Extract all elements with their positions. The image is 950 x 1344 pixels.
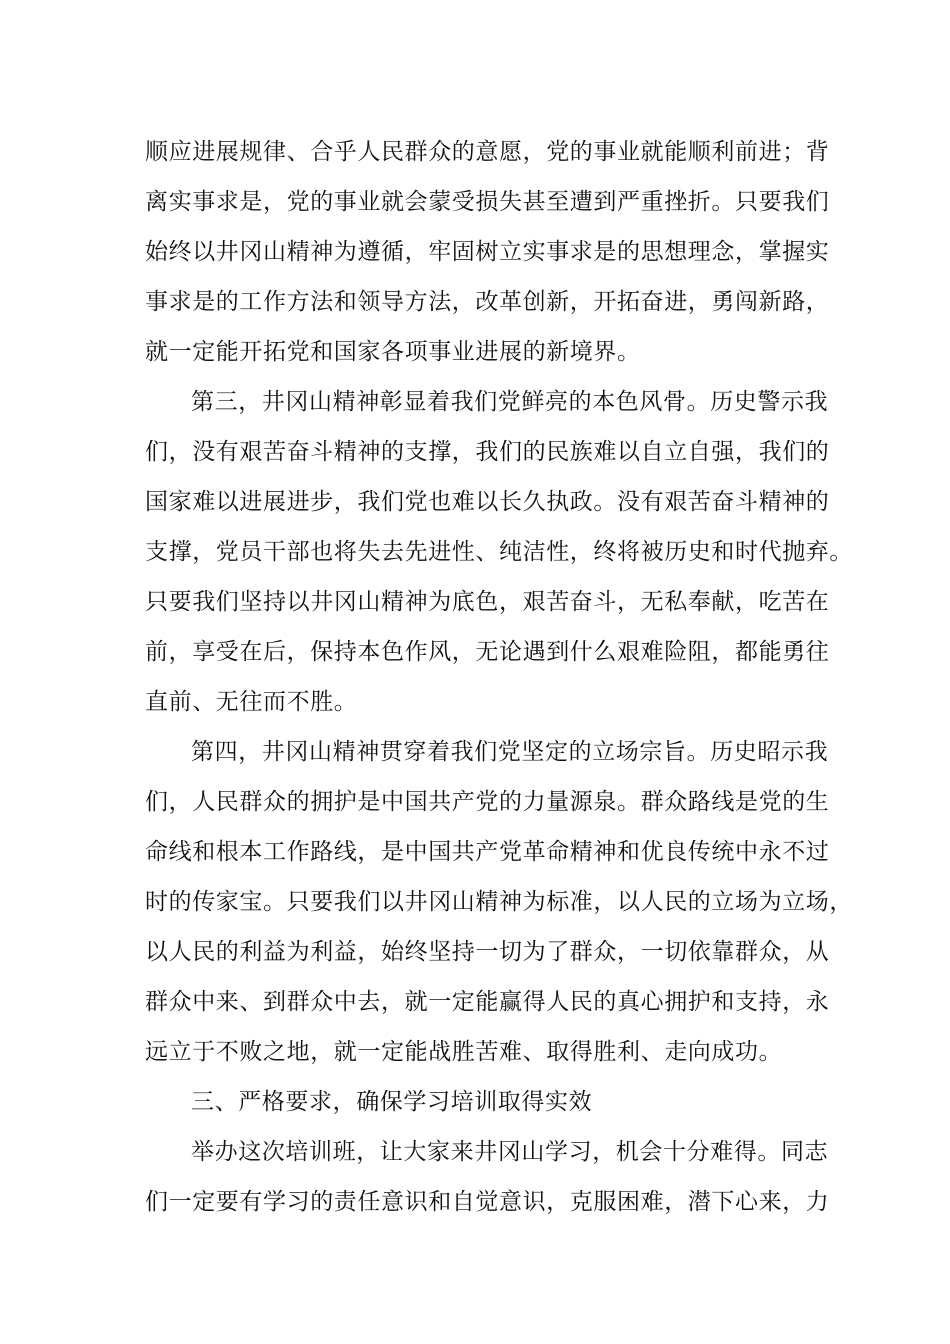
paragraph-start-line: 举办这次培训班，让大家来井冈山学习，机会十分难得。同志 [191,1139,829,1165]
text-line: 们，没有艰苦奋斗精神的支撑，我们的民族难以自立自强，我们的 [145,439,830,465]
text-line: 事求是的工作方法和领导方法，改革创新，开拓奋进，勇闯新路， [145,289,830,315]
text-line: 前，享受在后，保持本色作风，无论遇到什么艰难险阻，都能勇往 [145,639,830,665]
text-line: 远立于不败之地，就一定能战胜苦难、取得胜利、走向成功。 [145,1039,783,1065]
text-line: 们，人民群众的拥护是中国共产党的力量源泉。群众路线是党的生 [145,789,830,815]
text-line: 群众中来、到群众中去，就一定能赢得人民的真心拥护和支持，永 [145,989,830,1015]
text-line: 始终以井冈山精神为遵循，牢固树立实事求是的思想理念，掌握实 [145,239,830,265]
text-line: 时的传家宝。只要我们以井冈山精神为标准，以人民的立场为立场， [145,889,853,915]
text-line: 们一定要有学习的责任意识和自觉意识，克服困难，潜下心来，力 [145,1189,830,1215]
paragraph-start-line: 第三，井冈山精神彰显着我们党鲜亮的本色风骨。历史警示我 [191,389,829,415]
text-line: 就一定能开拓党和国家各项事业进展的新境界。 [145,339,641,365]
text-line: 支撑，党员干部也将失去先进性、纯洁性，终将被历史和时代抛弃。 [145,539,853,565]
text-line: 顺应进展规律、合乎人民群众的意愿，党的事业就能顺利前进；背 [145,139,830,165]
paragraph-start-line: 第四，井冈山精神贯穿着我们党坚定的立场宗旨。历史昭示我 [191,739,829,765]
text-line: 离实事求是，党的事业就会蒙受损失甚至遭到严重挫折。只要我们 [145,189,830,215]
text-line: 只要我们坚持以井冈山精神为底色，艰苦奋斗，无私奉献，吃苦在 [145,589,830,615]
text-line: 以人民的利益为利益，始终坚持一切为了群众，一切依靠群众，从 [145,939,830,965]
text-line: 国家难以进展进步，我们党也难以长久执政。没有艰苦奋斗精神的 [145,489,830,515]
text-line: 直前、无往而不胜。 [145,689,358,715]
text-line: 命线和根本工作路线，是中国共产党革命精神和优良传统中永不过 [145,839,830,865]
section-heading: 三、严格要求，确保学习培训取得实效 [191,1089,593,1115]
